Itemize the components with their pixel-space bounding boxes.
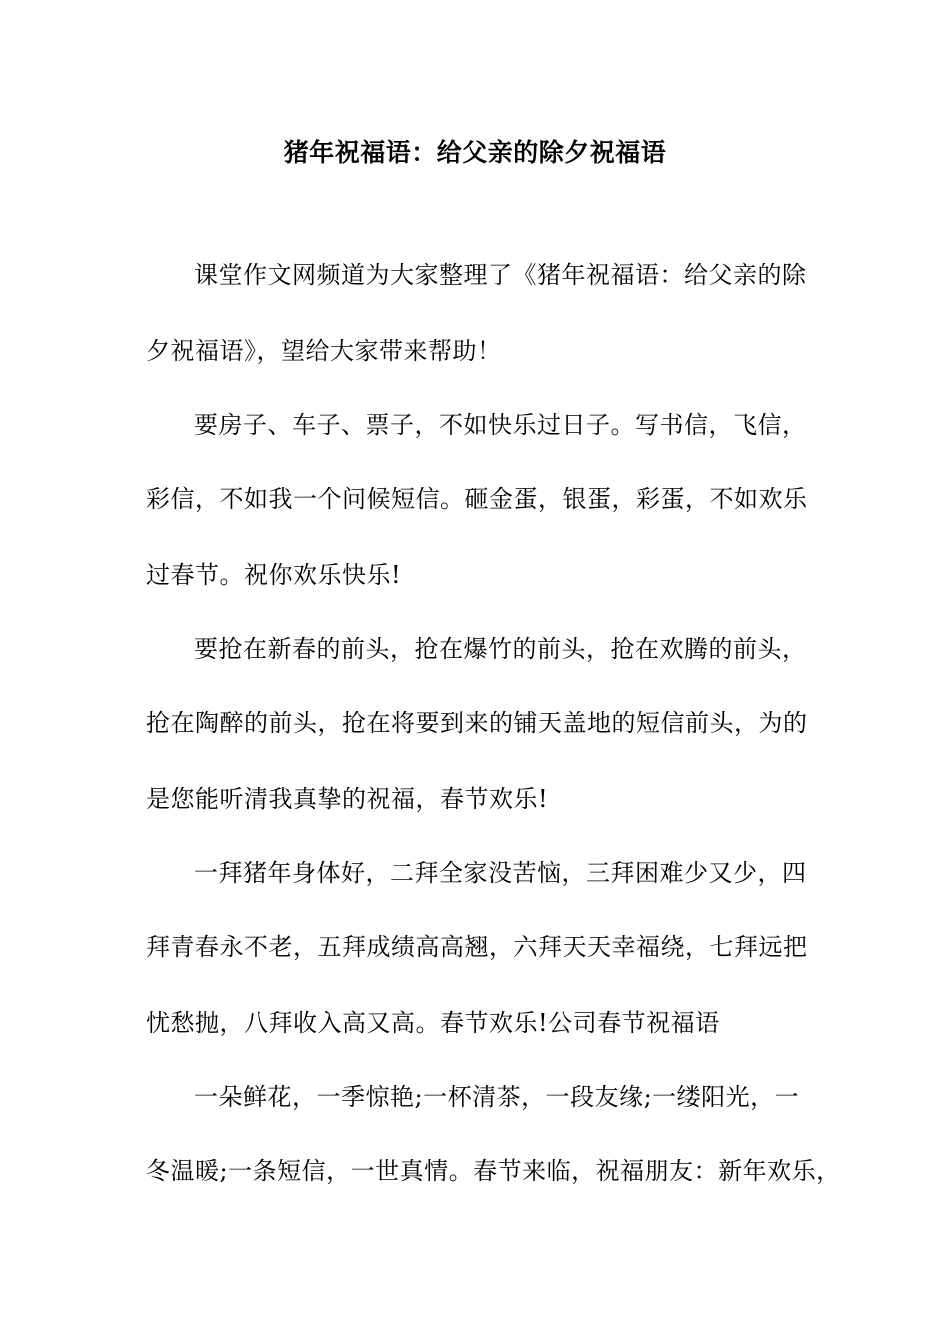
paragraph-4-line-3: 忧愁抛，八拜收入高又高。春节欢乐!公司春节祝福语	[146, 1009, 720, 1037]
paragraph-2-line-3: 过春节。祝你欢乐快乐!	[146, 561, 402, 589]
paragraph-4-line-2: 拜青春永不老，五拜成绩高高翘，六拜天天幸福绕，七拜远把	[146, 933, 808, 961]
document-title: 猪年祝福语：给父亲的除夕祝福语	[283, 138, 667, 167]
paragraph-3-line-3: 是您能听清我真挚的祝福，春节欢乐!	[146, 785, 549, 813]
paragraph-5-line-1: 一朵鲜花，一季惊艳;一杯清茶，一段友缘;一缕阳光，一	[194, 1083, 800, 1111]
paragraph-2-line-1: 要房子、车子、票子，不如快乐过日子。写书信，飞信，	[194, 411, 807, 439]
paragraph-2-line-2: 彩信，不如我一个问候短信。砸金蛋，银蛋，彩蛋，不如欢乐	[146, 485, 808, 513]
paragraph-1-line-1: 课堂作文网频道为大家整理了《猪年祝福语：给父亲的除	[194, 261, 807, 289]
paragraph-5-line-2: 冬温暖;一条短信，一世真情。春节来临，祝福朋友：新年欢乐，	[146, 1157, 841, 1185]
paragraph-3-line-1: 要抢在新春的前头，抢在爆竹的前头，抢在欢腾的前头，	[194, 635, 807, 663]
paragraph-1-line-2: 夕祝福语》，望给大家带来帮助！	[146, 337, 502, 365]
paragraph-4-line-1: 一拜猪年身体好，二拜全家没苦恼，三拜困难少又少，四	[194, 859, 807, 887]
paragraph-3-line-2: 抢在陶醉的前头，抢在将要到来的铺天盖地的短信前头，为的	[146, 709, 808, 737]
